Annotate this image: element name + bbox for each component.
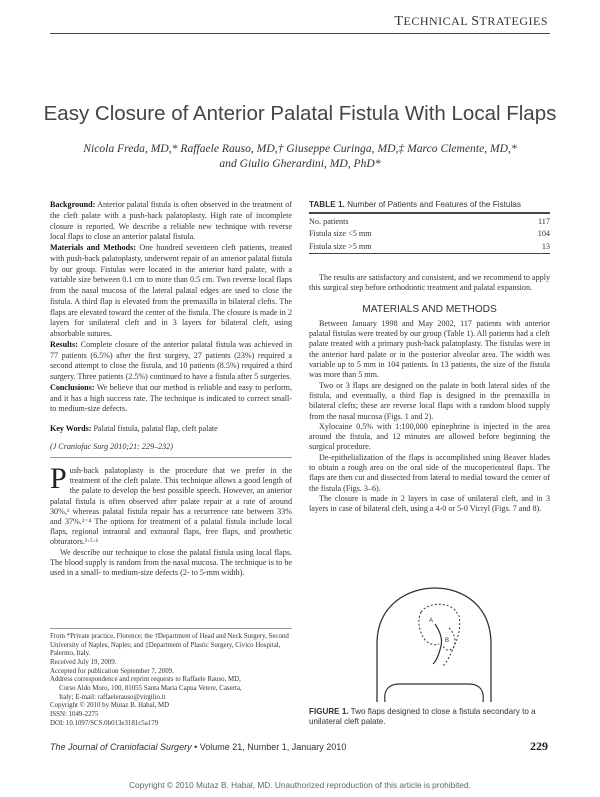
- correspondence-address: Corso Aldo Moro, 100, 81055 Santa Maria Capua Vetere, Caserta,: [59, 684, 242, 692]
- table-row: [309, 228, 550, 241]
- results-paragraph: The results are satisfactory and consistent, and we recommend to apply this surgical step before orthodontic treatment and palatal expansion.: [309, 273, 550, 293]
- keywords: Key Words: Palatal fistula, palatal flap, cleft palate: [50, 424, 218, 433]
- introduction: [50, 462, 292, 578]
- header-rule: [50, 33, 550, 34]
- materials-methods-heading: MATERIALS AND METHODS: [362, 303, 497, 315]
- intro-paragraph-2: We describe our technique to close the palatal fistula using local flaps. The blood supply is random from the nasal mucosa. The technique is to be used in a small- to medium-size defects (2- to 5-mm width).: [50, 547, 292, 578]
- abstract-conclusions: Conclusions: We believe that our method is reliable and easy to perform, and it has a high success rate. The technique is indicated to correct small- to medium-size defects.: [50, 382, 292, 414]
- table-rule-top: [309, 212, 550, 214]
- table-row: [309, 240, 550, 253]
- abstract-methods: Materials and Methods: One hundred seventeen cleft patients, treated with push-back palatoplasty, underwent repair of an anterior palatal fistula by our group. Fistulas were located in the anterior hard palate, with a variable size between 0.1 cm to more than 0.5 cm. Two reverse local flaps from the nasal mucosa of the lateral palatal edges are used to close the fistula. A third flap is elevated from the premaxilla in bilateral clefts. The flaps are elevated toward the center of the fistula. The closure is made in 2 layers for unilateral cleft and in 3 layers for bilateral cleft, using absorbable sutures.: [50, 243, 292, 338]
- methods-paragraph-3: Xylocaine 0.5% with 1:100,000 epinephrine is injected in the area around the fistula, and 12 minutes are allowed before beginning the surgical procedure.: [309, 421, 550, 452]
- author-line-2: and Giulio Gherardini, MD, PhD*: [219, 157, 381, 170]
- table-row-value: 104: [537, 229, 550, 239]
- flap-label-a: A: [429, 618, 434, 624]
- flap-label-b: B: [445, 638, 450, 644]
- patients-table: [309, 215, 550, 253]
- copyright-note: Copyright © 2010 by Mutaz B. Habal, MD: [50, 702, 170, 710]
- table-row-label: Fistula size <5 mm: [309, 229, 372, 239]
- methods-paragraph-5: The closure is made in 2 layers in case of unilateral cleft, and in 3 layers in case of bilateral cleft, using a 4-0 or 5-0 Vicryl (Figs. 7 and 8).: [309, 493, 550, 514]
- figure-1-palate-diagram: [309, 584, 550, 704]
- article-title: Easy Closure of Anterior Palatal Fistula With Local Flaps: [43, 102, 557, 125]
- footnotes: [50, 633, 292, 728]
- drop-cap: P: [50, 462, 67, 495]
- received-date: Received July 19, 2009.: [50, 658, 117, 666]
- methods-paragraph-4: De-epithelialization of the flaps is accomplished using Beaver blades to obtain a rough area on the oral side of the mucoperiosteal flaps. The flaps are then cut and dissected from lateral to medial toward the center of the fistula (Figs. 3–6).: [309, 452, 550, 493]
- table-rule-bottom: [309, 253, 550, 254]
- table-row: [309, 215, 550, 228]
- affiliations: From *Private practice, Florence; the †Department of Head and Neck Surgery, Second University of Naples, Naples; and ‡Department of Plastic Surgery, Civico Hospital, Palermo, Italy.: [50, 633, 289, 658]
- correspondence: Address correspondence and reprint requests to Raffaele Rauso, MD,: [50, 676, 241, 684]
- citation: (J Craniofac Surg 2010;21: 229–232): [50, 441, 173, 451]
- figure-1-caption: FIGURE 1. Two flaps designed to close a fistula secondary to a unilateral cleft palate.: [309, 707, 536, 726]
- abstract-results: Results: Complete closure of the anterior palatal fistula was achieved in 77 patients (6.5%) after the first surgery, 27 patients (23%) required a second attempt to close the fistula, and 10 patients (8.5%) required a third surgery. Three patients (2.5%) continued to have a fistula after 5 surgeries.: [50, 339, 292, 381]
- table-row-label: No. patients: [309, 216, 349, 226]
- abstract-divider: [50, 457, 292, 458]
- table-row-label: Fistula size >5 mm: [309, 241, 372, 251]
- author-list: [40, 141, 560, 171]
- abstract-background: Background: Anterior palatal fistula is often observed in the treatment of the cleft palate with a push-back palatoplasty. High rate of incomplete closure is reported. We describe a reliable new technique with reverse local flaps to close an anterior palatal fistula.: [50, 200, 292, 242]
- table-row-value: 13: [541, 241, 550, 251]
- table-title: TABLE 1. Number of Patients and Features of the Fistulas: [309, 200, 521, 209]
- methods-paragraph-2: Two or 3 flaps are designed on the palate in both lateral sides of the fistula, and eventually, a third flap is designed in the premaxilla in bilateral clefts; these are reverse local flaps with a random blood supply from the nasal mucosa (Figs. 1 and 2).: [309, 380, 550, 421]
- accepted-date: Accepted for publication September 7, 2009.: [50, 667, 174, 675]
- footnote-divider: [50, 628, 292, 629]
- page-number: 229: [530, 739, 548, 753]
- section-heading: TECHNICAL STRATEGIES: [394, 14, 548, 29]
- table-row-value: 117: [538, 216, 550, 226]
- methods-paragraph-1: Between January 1998 and May 2002, 117 patients with anterior palatal fistulas were treated by our group (Table 1). All patients had a cleft palate treated with a primary push-back palatoplasty. The fistulas were in the anterior hard palate or in the posterior alveolar area. The width was variable up to 5 mm in 104 patients. In 13 patients, the size of the fistula was more than 5 mm.: [309, 318, 550, 380]
- author-line-1: Nicola Freda, MD,* Raffaele Rauso, MD,† Giuseppe Curinga, MD,‡ Marco Clemente, MD,*: [83, 142, 517, 155]
- abstract: [50, 200, 292, 453]
- correspondence-email: Italy; E-mail: raffaelerauso@virgilio.it: [59, 693, 166, 701]
- intro-paragraph-1: Push-back palatoplasty is the procedure that we prefer in the treatment of the cleft palate. This technique allows a good length of the palate to develop the best possible speech. However, an anterior palatal fistula is often observed after palate repair at a rate of around 30%,¹ whereas palatal fistula repair has a recurrence rate between 33% and 37%.²⁻⁴ The options for treatment of a palatal fistula include local flaps, regional intraoral and extraoral flaps, free flaps, and prosthetic obturators.¹·⁵·⁶: [50, 462, 292, 547]
- doi: DOI: 10.1097/SCS.0b013e3181c5a179: [50, 719, 159, 727]
- footer-journal: The Journal of Craniofacial Surgery • Volume 21, Number 1, January 2010: [50, 742, 347, 752]
- issn: ISSN: 1049-2275: [50, 710, 99, 718]
- copyright-notice: Copyright © 2010 Mutaz B. Habal, MD. Unauthorized reproduction of this article is prohibited.: [129, 780, 471, 790]
- right-column-text: [309, 273, 550, 515]
